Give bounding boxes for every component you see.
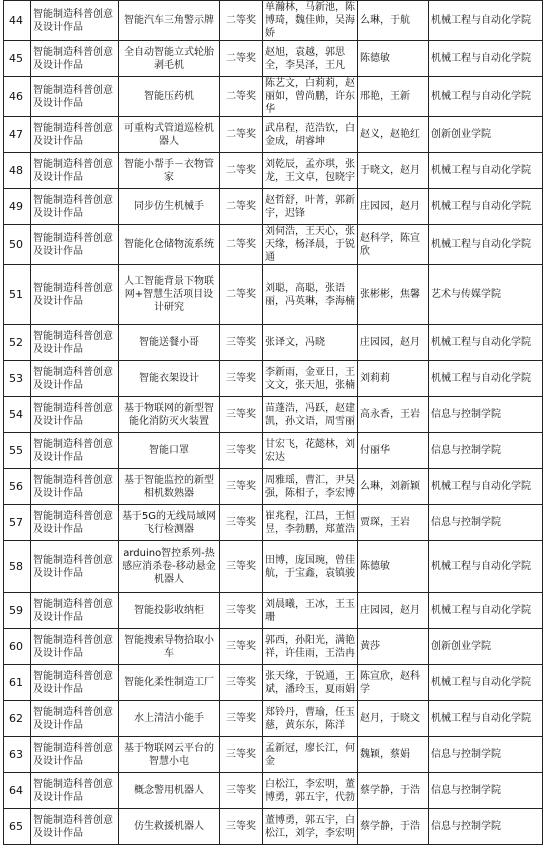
department-cell: 信息与控制学院 <box>429 505 543 541</box>
department-cell: 机械工程与自动化学院 <box>429 189 543 225</box>
category-cell: 智能制造科普创意及设计作品 <box>31 153 119 189</box>
row-number-cell: 64 <box>4 773 31 809</box>
row-number-cell: 63 <box>4 737 31 773</box>
department-cell: 机械工程与自动化学院 <box>429 225 543 265</box>
department-cell: 创新创业学院 <box>429 629 543 665</box>
award-level-cell: 三等奖 <box>220 433 263 469</box>
advisor-cell: 么琳，刘新颖 <box>358 469 429 505</box>
project-name-cell: 仿生救援机器人 <box>119 809 220 845</box>
award-level-cell: 二等奖 <box>220 153 263 189</box>
award-level-cell: 三等奖 <box>220 701 263 737</box>
team-members-cell: 单瀚林，马新池，陈博琦，魏佳帅，吴海娇 <box>263 1 358 41</box>
project-name-cell: 智能衣架设计 <box>119 361 220 397</box>
category-cell: 智能制造科普创意及设计作品 <box>31 505 119 541</box>
row-number-cell: 46 <box>4 77 31 117</box>
row-number-cell: 61 <box>4 665 31 701</box>
advisor-cell: 付丽华 <box>358 433 429 469</box>
row-number-cell: 57 <box>4 505 31 541</box>
row-number-cell: 45 <box>4 41 31 77</box>
team-members-cell: 刘乾辰，孟亦琪，张龙，王文卓，包晓宇 <box>263 153 358 189</box>
award-level-cell: 三等奖 <box>220 325 263 361</box>
table-row <box>4 361 543 397</box>
row-number-cell: 48 <box>4 153 31 189</box>
department-cell: 机械工程与自动化学院 <box>429 153 543 189</box>
award-level-cell: 三等奖 <box>220 541 263 593</box>
table-row <box>4 629 543 665</box>
project-name-cell: arduino智控系列-热感应消杀卷-移动悬金机器人 <box>119 541 220 593</box>
award-level-cell: 三等奖 <box>220 773 263 809</box>
team-members-cell: 张天缘，于锐通，王斌，潘玲玉，夏雨娟 <box>263 665 358 701</box>
advisor-cell: 蔡学静，于浩 <box>358 773 429 809</box>
department-cell: 机械工程与自动化学院 <box>429 41 543 77</box>
team-members-cell: 陈艺文，白莉莉，赵丽如，曾尚鹏，许东华 <box>263 77 358 117</box>
project-name-cell: 同步仿生机械手 <box>119 189 220 225</box>
award-level-cell: 三等奖 <box>220 397 263 433</box>
award-level-cell: 二等奖 <box>220 265 263 325</box>
award-level-cell: 二等奖 <box>220 117 263 153</box>
advisor-cell: 蔡学静，于浩 <box>358 809 429 845</box>
team-members-cell: 白松江，李宏明，董博勇，郭五宇，代勃 <box>263 773 358 809</box>
project-name-cell: 基于物联网的新型智能化消防灭火装置 <box>119 397 220 433</box>
project-name-cell: 智能化仓储物流系统 <box>119 225 220 265</box>
project-name-cell: 全自动智能立式轮胎剥毛机 <box>119 41 220 77</box>
category-cell: 智能制造科普创意及设计作品 <box>31 397 119 433</box>
award-level-cell: 三等奖 <box>220 469 263 505</box>
awards-table-body <box>4 1 543 845</box>
award-level-cell: 三等奖 <box>220 361 263 397</box>
category-cell: 智能制造科普创意及设计作品 <box>31 77 119 117</box>
team-members-cell: 周雅瑶，曹汇，尹昊强，陈相子，李宏博 <box>263 469 358 505</box>
advisor-cell: 陈德敏 <box>358 541 429 593</box>
team-members-cell: 刘聪，高聪，张语丽，冯英琳，李海楠 <box>263 265 358 325</box>
project-name-cell: 可重构式管道巡检机器人 <box>119 117 220 153</box>
table-row <box>4 737 543 773</box>
row-number-cell: 56 <box>4 469 31 505</box>
row-number-cell: 55 <box>4 433 31 469</box>
advisor-cell: 庄园园，赵月 <box>358 189 429 225</box>
category-cell: 智能制造科普创意及设计作品 <box>31 737 119 773</box>
row-number-cell: 49 <box>4 189 31 225</box>
row-number-cell: 58 <box>4 541 31 593</box>
category-cell: 智能制造科普创意及设计作品 <box>31 541 119 593</box>
department-cell: 信息与控制学院 <box>429 773 543 809</box>
category-cell: 智能制造科普创意及设计作品 <box>31 773 119 809</box>
project-name-cell: 智能化柔性制造工厂 <box>119 665 220 701</box>
row-number-cell: 52 <box>4 325 31 361</box>
team-members-cell: 刘晨曦，王冰，王玉珊 <box>263 593 358 629</box>
table-row <box>4 701 543 737</box>
award-level-cell: 二等奖 <box>220 41 263 77</box>
award-level-cell: 二等奖 <box>220 77 263 117</box>
category-cell: 智能制造科普创意及设计作品 <box>31 225 119 265</box>
table-row <box>4 809 543 845</box>
category-cell: 智能制造科普创意及设计作品 <box>31 701 119 737</box>
advisor-cell: 赵科学，陈宣欣 <box>358 225 429 265</box>
team-members-cell: 苗蓬浩，冯跃，赵建凯，孙文语，周雪丽 <box>263 397 358 433</box>
award-level-cell: 二等奖 <box>220 225 263 265</box>
category-cell: 智能制造科普创意及设计作品 <box>31 117 119 153</box>
category-cell: 智能制造科普创意及设计作品 <box>31 433 119 469</box>
advisor-cell: 陈德敏 <box>358 41 429 77</box>
table-row <box>4 433 543 469</box>
department-cell: 机械工程与自动化学院 <box>429 665 543 701</box>
department-cell: 机械工程与自动化学院 <box>429 325 543 361</box>
table-row <box>4 593 543 629</box>
project-name-cell: 基于5G的无线局域网飞行检测器 <box>119 505 220 541</box>
table-row <box>4 153 543 189</box>
department-cell: 机械工程与自动化学院 <box>429 469 543 505</box>
award-level-cell: 三等奖 <box>220 505 263 541</box>
advisor-cell: 黄莎 <box>358 629 429 665</box>
project-name-cell: 基于物联网云平台的智慧小屯 <box>119 737 220 773</box>
category-cell: 智能制造科普创意及设计作品 <box>31 325 119 361</box>
department-cell: 信息与控制学院 <box>429 433 543 469</box>
project-name-cell: 水上清洁小能手 <box>119 701 220 737</box>
department-cell: 机械工程与自动化学院 <box>429 1 543 41</box>
row-number-cell: 53 <box>4 361 31 397</box>
team-members-cell: 刘伺浩，王天心，张天缘，杨泽晨，于锐通 <box>263 225 358 265</box>
advisor-cell: 陈宣欣，赵科学 <box>358 665 429 701</box>
advisor-cell: 赵月，于晓文 <box>358 701 429 737</box>
advisor-cell: 贾琛，王岩 <box>358 505 429 541</box>
table-row <box>4 325 543 361</box>
team-members-cell: 武帛程，范浩钦，白金成，胡睿坤 <box>263 117 358 153</box>
project-name-cell: 概念警用机器人 <box>119 773 220 809</box>
advisor-cell: 么琳，于航 <box>358 1 429 41</box>
row-number-cell: 59 <box>4 593 31 629</box>
advisor-cell: 张彬彬，焦馨 <box>358 265 429 325</box>
project-name-cell: 智能压药机 <box>119 77 220 117</box>
project-name-cell: 智能汽车三角警示牌 <box>119 1 220 41</box>
advisor-cell: 刘莉莉 <box>358 361 429 397</box>
project-name-cell: 智能口罩 <box>119 433 220 469</box>
category-cell: 智能制造科普创意及设计作品 <box>31 189 119 225</box>
advisor-cell: 高永香，王岩 <box>358 397 429 433</box>
table-row <box>4 189 543 225</box>
table-row <box>4 225 543 265</box>
team-members-cell: 赵哲舒，叶菁，郭新宇，迟锋 <box>263 189 358 225</box>
project-name-cell: 智能投影收纳柜 <box>119 593 220 629</box>
department-cell: 机械工程与自动化学院 <box>429 701 543 737</box>
project-name-cell: 智能送餐小哥 <box>119 325 220 361</box>
project-name-cell: 智能搜索导物拾取小车 <box>119 629 220 665</box>
advisor-cell: 赵义，赵艳红 <box>358 117 429 153</box>
category-cell: 智能制造科普创意及设计作品 <box>31 1 119 41</box>
team-members-cell: 崔兆程，江昌，王恒昱，李勃鹏，郑董浩 <box>263 505 358 541</box>
award-level-cell: 二等奖 <box>220 189 263 225</box>
row-number-cell: 65 <box>4 809 31 845</box>
category-cell: 智能制造科普创意及设计作品 <box>31 809 119 845</box>
team-members-cell: 孟新冠，廖长江，何金 <box>263 737 358 773</box>
advisor-cell: 庄园园，赵月 <box>358 593 429 629</box>
department-cell: 信息与控制学院 <box>429 397 543 433</box>
award-level-cell: 三等奖 <box>220 629 263 665</box>
table-row <box>4 77 543 117</box>
table-row <box>4 397 543 433</box>
team-members-cell: 田博，庞国琬，曾佳航，于宝鑫，袁镇骏 <box>263 541 358 593</box>
team-members-cell: 董博勇，郭五宇，白松江，刘学，李宏明 <box>263 809 358 845</box>
table-row <box>4 541 543 593</box>
table-row <box>4 41 543 77</box>
category-cell: 智能制造科普创意及设计作品 <box>31 469 119 505</box>
row-number-cell: 62 <box>4 701 31 737</box>
category-cell: 智能制造科普创意及设计作品 <box>31 665 119 701</box>
row-number-cell: 54 <box>4 397 31 433</box>
team-members-cell: 郭西，孙阳光，满艳祥，许佳雨，王浩冉 <box>263 629 358 665</box>
category-cell: 智能制造科普创意及设计作品 <box>31 361 119 397</box>
table-row <box>4 117 543 153</box>
category-cell: 智能制造科普创意及设计作品 <box>31 593 119 629</box>
table-row <box>4 773 543 809</box>
team-members-cell: 张译文，冯晓 <box>263 325 358 361</box>
advisor-cell: 于晓文，赵月 <box>358 153 429 189</box>
department-cell: 信息与控制学院 <box>429 809 543 845</box>
award-level-cell: 三等奖 <box>220 809 263 845</box>
department-cell: 机械工程与自动化学院 <box>429 77 543 117</box>
department-cell: 艺术与传媒学院 <box>429 265 543 325</box>
team-members-cell: 李新雨，金亚日，王文文，张天旭，张楠 <box>263 361 358 397</box>
award-level-cell: 三等奖 <box>220 665 263 701</box>
category-cell: 智能制造科普创意及设计作品 <box>31 265 119 325</box>
department-cell: 信息与控制学院 <box>429 737 543 773</box>
table-row <box>4 665 543 701</box>
category-cell: 智能制造科普创意及设计作品 <box>31 629 119 665</box>
category-cell: 智能制造科普创意及设计作品 <box>31 41 119 77</box>
advisor-cell: 邢艳，王新 <box>358 77 429 117</box>
table-row <box>4 505 543 541</box>
department-cell: 机械工程与自动化学院 <box>429 361 543 397</box>
awards-table <box>3 0 543 845</box>
advisor-cell: 魏颖，蔡娟 <box>358 737 429 773</box>
row-number-cell: 44 <box>4 1 31 41</box>
project-name-cell: 人工智能背景下物联网+智慧生活项目设计研究 <box>119 265 220 325</box>
table-row <box>4 469 543 505</box>
team-members-cell: 郑铃丹，曹瑜，任玉慈，黄东东，陈洋 <box>263 701 358 737</box>
row-number-cell: 60 <box>4 629 31 665</box>
department-cell: 创新创业学院 <box>429 117 543 153</box>
department-cell: 机械工程与自动化学院 <box>429 593 543 629</box>
award-level-cell: 三等奖 <box>220 593 263 629</box>
row-number-cell: 47 <box>4 117 31 153</box>
row-number-cell: 51 <box>4 265 31 325</box>
project-name-cell: 基于智能监控的新型相机数熟器 <box>119 469 220 505</box>
award-level-cell: 二等奖 <box>220 1 263 41</box>
table-row <box>4 1 543 41</box>
project-name-cell: 智能小帮手－衣物管家 <box>119 153 220 189</box>
table-row <box>4 265 543 325</box>
team-members-cell: 甘宏飞，花懿林，刘宏达 <box>263 433 358 469</box>
team-members-cell: 赵旭，袁越，郭思全，李昊泽，王凡 <box>263 41 358 77</box>
row-number-cell: 50 <box>4 225 31 265</box>
advisor-cell: 庄园园，赵月 <box>358 325 429 361</box>
award-level-cell: 三等奖 <box>220 737 263 773</box>
department-cell: 机械工程与自动化学院 <box>429 541 543 593</box>
